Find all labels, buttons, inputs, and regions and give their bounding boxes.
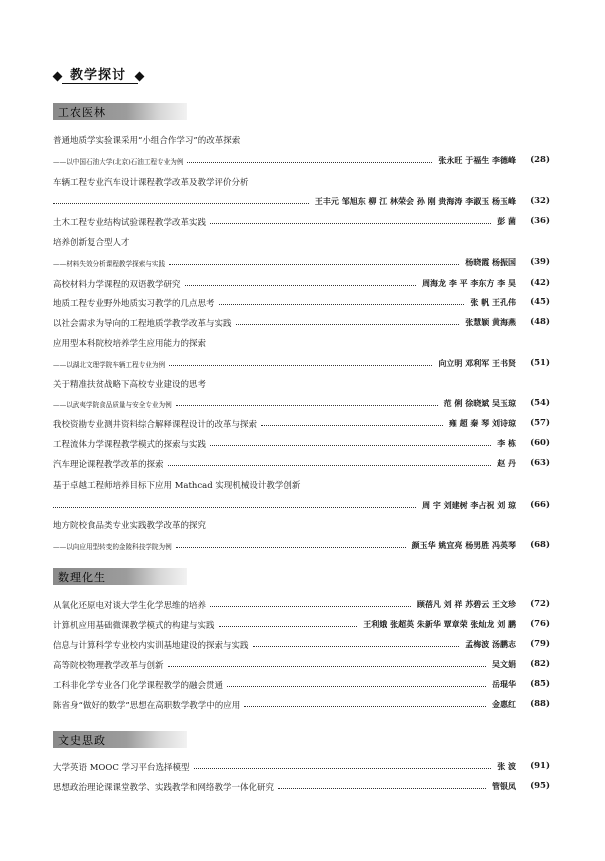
entry-subtitle[interactable]: ——以武夷学院食品质量与安全专业为例 [53, 401, 172, 409]
toc-entry-line[interactable] [53, 378, 550, 392]
entry-title[interactable]: 培养创新复合型人才 [53, 238, 130, 248]
toc-entry-line[interactable] [53, 257, 550, 271]
page-number[interactable]: (60) [530, 438, 550, 448]
entry-title[interactable]: 普通地质学实验课采用“小组合作学习”的改革探索 [53, 136, 241, 146]
entry-title[interactable]: 大学英语 MOOC 学习平台选择模型 [53, 763, 190, 773]
entry-title[interactable]: 地质工程专业野外地质实习教学的几点思考 [53, 299, 215, 309]
entry-authors: 赵 丹 [497, 458, 516, 468]
toc-entry-line[interactable] [53, 155, 550, 169]
dot-leader [278, 788, 486, 789]
header-underline [62, 83, 138, 84]
entry-title[interactable]: 工科非化学专业各门化学课程教学的融会贯通 [53, 681, 224, 691]
entry-title[interactable]: 工程流体力学课程教学模式的探索与实践 [53, 440, 207, 450]
page-number[interactable]: (63) [530, 458, 550, 468]
dot-leader [210, 223, 491, 224]
entry-authors: 周 宇 刘建树 李占祝 刘 琼 [422, 500, 516, 510]
entry-authors: 李 栋 [497, 438, 516, 448]
toc-entry-line[interactable] [53, 337, 550, 351]
entry-authors: 周海龙 李 平 李东方 李 昊 [422, 278, 516, 288]
toc-entry-line[interactable] [53, 297, 550, 311]
dot-leader [210, 606, 411, 607]
toc-entry-line[interactable] [53, 176, 550, 190]
page-number[interactable]: (45) [530, 297, 550, 307]
toc-entry-line[interactable] [53, 659, 550, 673]
entry-title[interactable]: 思想政治理论课课堂教学、实践教学和网络教学一体化研究 [53, 783, 275, 793]
entry-title[interactable]: 我校资勘专业测井资料综合解释课程设计的改革与探索 [53, 420, 258, 430]
entry-title[interactable]: 高等院校物理教学改革与创新 [53, 661, 164, 671]
dot-leader [169, 365, 432, 366]
entry-title[interactable]: 土木工程专业结构试验课程教学改革实践 [53, 218, 207, 228]
entry-subtitle[interactable]: ——材料失效分析课程教学探索与实践 [53, 260, 166, 268]
toc-entry-line[interactable] [53, 699, 550, 713]
toc-entry-line[interactable] [53, 639, 550, 653]
entry-title[interactable]: 信息与计算科学专业校内实训基地建设的探索与实践 [53, 641, 249, 651]
entry-authors: 张永旺 于福生 李德峰 [438, 155, 516, 165]
dot-leader [236, 324, 460, 325]
entry-title[interactable]: 地方院校食品类专业实践教学改革的探究 [53, 521, 207, 531]
toc-entry-line[interactable] [53, 619, 550, 633]
page-number[interactable]: (48) [530, 317, 550, 327]
page-number[interactable]: (28) [530, 155, 550, 165]
entry-authors: 顾蓓凡 刘 祥 苏碧云 王文珍 [416, 599, 516, 609]
page-number[interactable]: (68) [530, 540, 550, 550]
entry-subtitle[interactable]: ——以湖北文理学院车辆工程专业为例 [53, 361, 166, 369]
entry-authors: 杨晓霞 杨振国 [465, 257, 516, 267]
toc-entry-line[interactable] [53, 500, 550, 514]
entry-title[interactable]: 从氧化还原电对谈大学生化学思维的培养 [53, 601, 207, 611]
page-number[interactable]: (79) [530, 639, 550, 649]
dot-leader [227, 686, 486, 687]
entry-title[interactable]: 计算机应用基础微课教学模式的构建与实践 [53, 621, 215, 631]
entry-authors: 金惠红 [492, 699, 516, 709]
entry-authors: 张 波 [497, 761, 516, 771]
entry-title[interactable]: 高校材料力学课程的双语教学研究 [53, 280, 181, 290]
section-label: 数理化生 [58, 571, 106, 584]
column-title: 教学探讨 [70, 68, 127, 83]
dot-leader [219, 304, 465, 305]
toc-entry-line[interactable] [53, 519, 550, 533]
dot-leader [176, 547, 406, 548]
toc-entry-line[interactable] [53, 358, 550, 372]
section-bar [53, 731, 187, 748]
entry-authors: 范 俐 徐晓斌 吴玉琼 [443, 398, 516, 408]
page-number[interactable]: (32) [530, 196, 550, 206]
entry-authors: 彭 菌 [497, 216, 516, 226]
entry-title[interactable]: 关于精准扶贫战略下高校专业建设的思考 [53, 380, 207, 390]
dot-leader [244, 706, 486, 707]
toc-entry-line[interactable] [53, 216, 550, 230]
entry-authors: 王利娥 张超英 朱新华 覃章荣 张灿龙 刘 鹏 [363, 619, 516, 629]
entry-subtitle[interactable]: ——以向应用型转变的金陵科技学院为例 [53, 543, 172, 551]
entry-authors: 岳琨华 [492, 679, 516, 689]
dot-leader [253, 646, 460, 647]
dot-leader [187, 162, 432, 163]
diamond-icon [135, 72, 145, 82]
page-number[interactable]: (76) [530, 619, 550, 629]
section-heading [53, 103, 187, 120]
dot-leader [219, 626, 358, 627]
entry-title[interactable]: 车辆工程专业汽车设计课程教学改革及教学评价分析 [53, 178, 249, 188]
dot-leader [168, 465, 492, 466]
dot-leader [194, 768, 492, 769]
entry-subtitle[interactable]: ——以中国石油大学(北京)石油工程专业为例 [53, 158, 184, 166]
entry-title[interactable]: 应用型本科院校培养学生应用能力的探索 [53, 339, 207, 349]
section-heading [53, 568, 187, 585]
entry-authors: 王丰元 邹旭东 柳 江 林荣会 孙 刚 贵海涛 李淑玉 杨玉峰 [314, 196, 516, 206]
page-number[interactable]: (72) [530, 599, 550, 609]
toc-entry-line[interactable] [53, 278, 550, 292]
entry-authors: 吴文娟 [492, 659, 516, 669]
page-number[interactable]: (51) [530, 358, 550, 368]
toc-entry-line[interactable] [53, 196, 550, 210]
page-number[interactable]: (95) [530, 781, 550, 791]
toc-entry-line[interactable] [53, 540, 550, 554]
entry-authors: 向立明 邓利军 王书贤 [438, 358, 516, 368]
toc-entry-line[interactable] [53, 479, 550, 493]
column-header [52, 64, 192, 88]
dot-leader [53, 203, 309, 204]
page-number[interactable]: (88) [530, 699, 550, 709]
toc-entry-line[interactable] [53, 599, 550, 613]
toc-entry-line[interactable] [53, 781, 550, 795]
page-number[interactable]: (91) [530, 761, 550, 771]
section-heading [53, 731, 187, 748]
page-number[interactable]: (66) [530, 500, 550, 510]
section-bar [53, 568, 187, 585]
dot-leader [168, 666, 486, 667]
page-number[interactable]: (36) [530, 216, 550, 226]
entry-authors: 张慧颖 黄海燕 [465, 317, 516, 327]
dot-leader [169, 264, 459, 265]
toc-entry-line[interactable] [53, 236, 550, 250]
section-label: 文史思政 [58, 734, 106, 747]
entry-title[interactable]: 陈省身“做好的数学”思想在高职数学教学中的应用 [53, 701, 241, 711]
page-number[interactable]: (39) [530, 257, 550, 267]
entry-authors: 管银凤 [492, 781, 516, 791]
entry-title[interactable]: 汽车理论课程教学改革的探索 [53, 460, 164, 470]
dot-leader [261, 425, 443, 426]
page-number[interactable]: (85) [530, 679, 550, 689]
entry-authors: 颜玉华 姚宜亮 杨男胜 冯英琴 [411, 540, 516, 550]
page-number[interactable]: (82) [530, 659, 550, 669]
toc-entry-line[interactable] [53, 134, 550, 148]
page-number[interactable]: (42) [530, 278, 550, 288]
page-number[interactable]: (54) [530, 398, 550, 408]
toc-entry-line[interactable] [53, 418, 550, 432]
entry-title[interactable]: 以社会需求为导向的工程地质学教学改革与实践 [53, 319, 232, 329]
toc-entry-line[interactable] [53, 438, 550, 452]
page-number[interactable]: (57) [530, 418, 550, 428]
entry-title[interactable]: 基于卓越工程师培养目标下应用 Mathcad 实现机械设计教学创新 [53, 481, 301, 491]
dot-leader [185, 285, 417, 286]
section-label: 工农医林 [58, 106, 106, 119]
dot-leader [176, 405, 438, 406]
entry-authors: 张 帆 王孔伟 [470, 297, 516, 307]
entry-authors: 孟梅波 汤鹏志 [465, 639, 516, 649]
toc-entry-line[interactable] [53, 761, 550, 775]
toc-entry-line[interactable] [53, 398, 550, 412]
toc-entry-line[interactable] [53, 317, 550, 331]
entry-authors: 雍 超 秦 琴 刘诗琼 [448, 418, 516, 428]
toc-entry-line[interactable] [53, 679, 550, 693]
toc-entry-line[interactable] [53, 458, 550, 472]
section-bar [53, 103, 187, 120]
dot-leader [53, 507, 416, 508]
dot-leader [210, 445, 491, 446]
diamond-icon [53, 72, 63, 82]
